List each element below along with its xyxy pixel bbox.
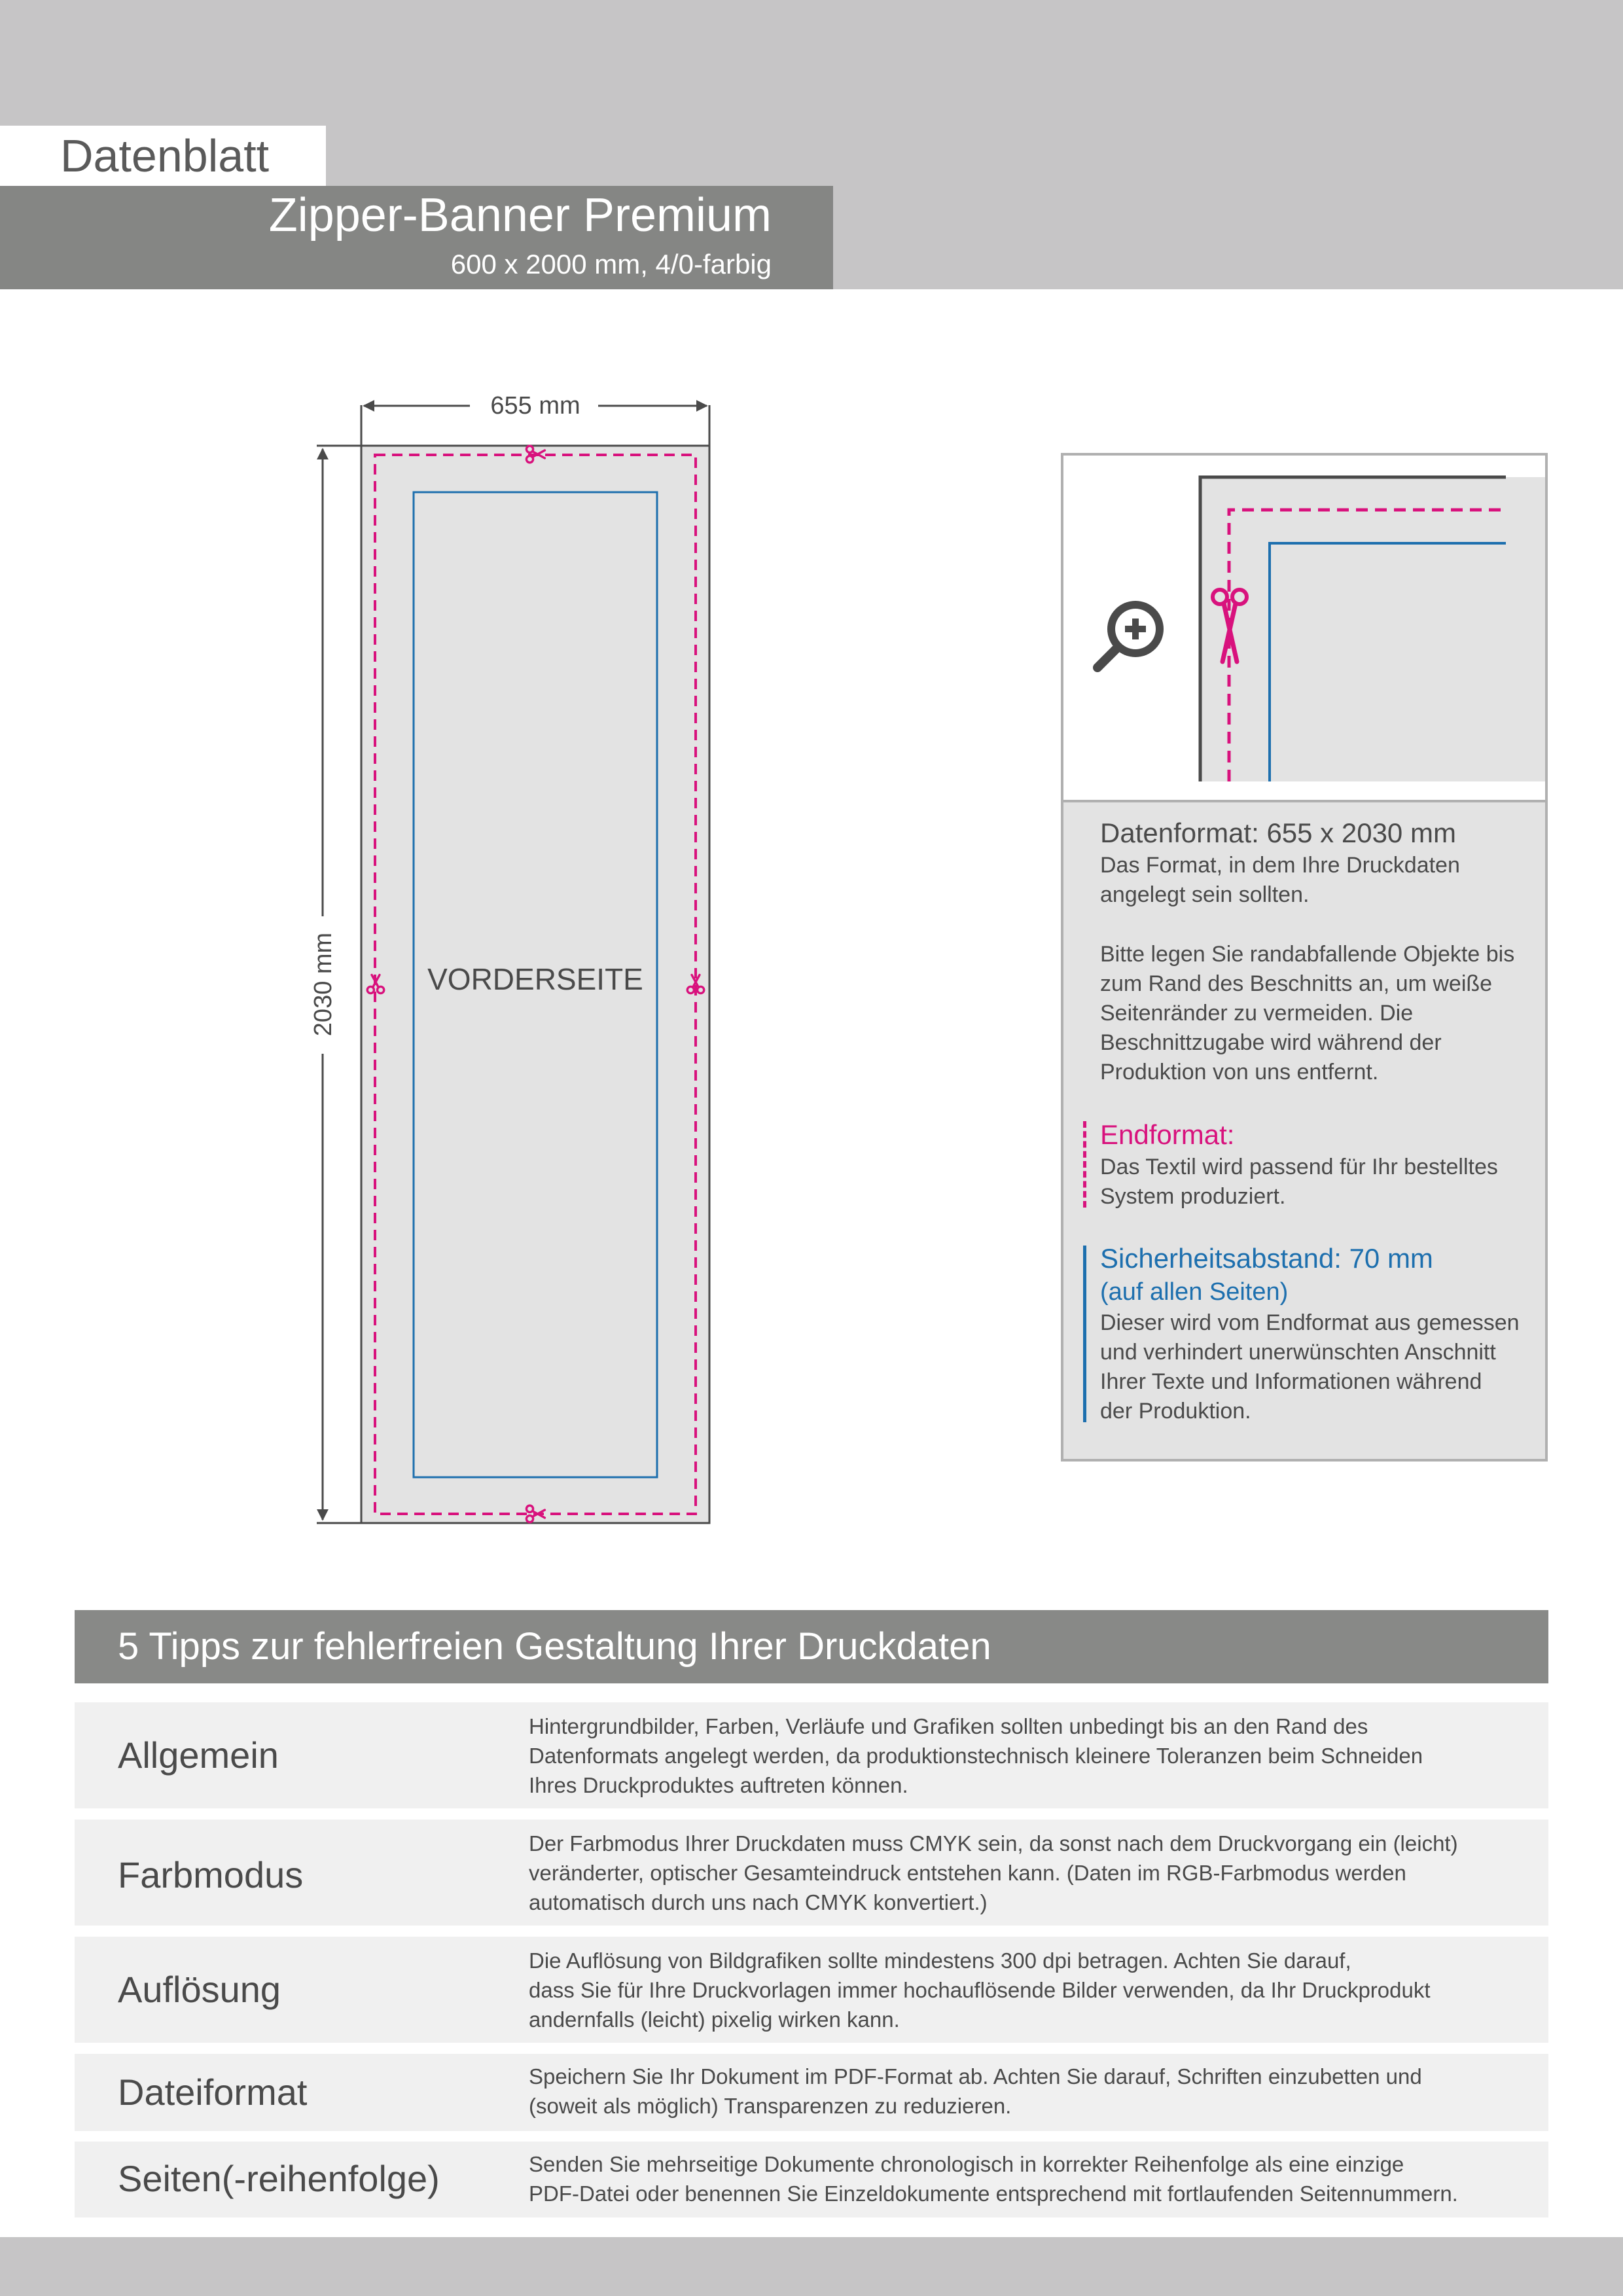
tip-line: Ihres Druckproduktes auftreten können. bbox=[529, 1773, 908, 1797]
tip-label: Allgemein bbox=[118, 1734, 279, 1776]
safety-margin-line: und verhindert unerwünschten Anschnitt bbox=[1100, 1340, 1496, 1365]
bleed-note-line: zum Rand des Beschnitts an, um weiße bbox=[1100, 971, 1493, 996]
bleed-note-line: Seitenränder zu vermeiden. Die bbox=[1100, 1001, 1414, 1026]
tip-row-farbmodus bbox=[75, 1820, 1548, 1926]
zoom-detail-view bbox=[1063, 456, 1545, 802]
end-format-line: System produziert. bbox=[1100, 1184, 1286, 1209]
tip-line: PDF-Datei oder benennen Sie Einzeldokumente entsprechend mit fortlaufenden Seitennummern. bbox=[529, 2181, 1458, 2206]
data-format-line: angelegt sein sollten. bbox=[1100, 882, 1310, 907]
tip-row-seitenreihenfolge bbox=[75, 2142, 1548, 2217]
bleed-note-line: Produktion von uns entfernt. bbox=[1100, 1060, 1379, 1085]
tip-line: dass Sie für Ihre Druckvorlagen immer hochauflösende Bilder verwenden, da Ihr Druckprodukt bbox=[529, 1978, 1431, 2002]
tip-line: Speichern Sie Ihr Dokument im PDF-Format ab. Achten Sie darauf, Schriften einzubetten und bbox=[529, 2064, 1422, 2089]
tip-label: Farbmodus bbox=[118, 1854, 304, 1895]
data-format-heading: Datenformat: 655 x 2030 mm bbox=[1100, 817, 1456, 848]
product-subtitle: 600 x 2000 mm, 4/0-farbig bbox=[450, 249, 772, 279]
tip-label: Seiten(-reihenfolge) bbox=[118, 2158, 440, 2199]
tip-line: automatisch durch uns nach CMYK konvertiert.) bbox=[529, 1890, 988, 1914]
tip-text bbox=[529, 2149, 1537, 2208]
footer-band bbox=[0, 2237, 1623, 2296]
tip-text bbox=[529, 1829, 1537, 1917]
safety-margin-block bbox=[1100, 1242, 1532, 1426]
tip-line: Der Farbmodus Ihrer Druckdaten muss CMYK sein, da sonst nach dem Druckvorgang ein (leicht) bbox=[529, 1831, 1458, 1856]
safety-margin-subheading: (auf allen Seiten) bbox=[1100, 1278, 1289, 1306]
safety-margin-heading: Sicherheitsabstand: 70 mm bbox=[1100, 1243, 1433, 1274]
height-label: 2030 mm bbox=[310, 932, 337, 1037]
bleed-note-line: Beschnittzugabe wird während der bbox=[1100, 1030, 1442, 1055]
tip-text bbox=[529, 1712, 1537, 1800]
tip-line: (soweit als möglich) Transparenzen zu reduzieren. bbox=[529, 2094, 1012, 2118]
tip-row-allgemein bbox=[75, 1702, 1548, 1808]
tip-text bbox=[529, 2062, 1537, 2121]
tip-line: Datenformats angelegt werden, da produktionstechnisch kleinere Toleranzen beim Schneiden bbox=[529, 1744, 1423, 1768]
format-info-panel bbox=[1061, 453, 1548, 1462]
width-label: 655 mm bbox=[490, 392, 580, 420]
end-format-line: Das Textil wird passend für Ihr bestelltes bbox=[1100, 1155, 1498, 1179]
tip-line: veränderter, optischer Gesamteindruck entstehen kann. (Daten im RGB-Farbmodus werden bbox=[529, 1861, 1406, 1885]
safety-margin-line: Dieser wird vom Endformat aus gemessen bbox=[1100, 1310, 1520, 1335]
tip-line: Senden Sie mehrseitige Dokumente chronologisch in korrekter Reihenfolge als eine einzige bbox=[529, 2152, 1404, 2176]
data-format-line: Das Format, in dem Ihre Druckdaten bbox=[1100, 853, 1460, 878]
tip-row-dateiformat bbox=[75, 2054, 1548, 2131]
banner-format-diagram bbox=[0, 0, 785, 1571]
corner-detail-graphic bbox=[1063, 456, 1545, 802]
bleed-note-line: Bitte legen Sie randabfallende Objekte bis bbox=[1100, 942, 1515, 967]
safety-margin-line: Ihrer Texte und Informationen während bbox=[1100, 1369, 1482, 1394]
end-format-heading: Endformat: bbox=[1100, 1119, 1235, 1150]
tips-heading: 5 Tipps zur fehlerfreien Gestaltung Ihrer Druckdaten bbox=[75, 1610, 1548, 1683]
zoom-in-icon bbox=[1097, 601, 1164, 668]
tip-line: Hintergrundbilder, Farben, Verläufe und Grafiken sollten unbedingt bis an den Rand des bbox=[529, 1714, 1368, 1738]
tip-text bbox=[529, 1946, 1537, 2034]
document-type-label: Datenblatt bbox=[0, 126, 326, 186]
front-side-label: VORDERSEITE bbox=[427, 962, 643, 996]
tip-row-aufloesung bbox=[75, 1937, 1548, 2043]
tip-line: Die Auflösung von Bildgrafiken sollte mindestens 300 dpi betragen. Achten Sie darauf, bbox=[529, 1948, 1351, 1973]
end-format-block bbox=[1100, 1117, 1532, 1211]
tip-label: Dateiformat bbox=[118, 2072, 308, 2113]
product-title: Zipper-Banner Premium bbox=[268, 189, 772, 242]
safety-margin-line: der Produktion. bbox=[1100, 1399, 1251, 1424]
tip-line: andernfalls (leicht) pixelig wirken kann. bbox=[529, 2007, 900, 2032]
format-info-text bbox=[1100, 816, 1532, 1426]
tip-label: Auflösung bbox=[118, 1969, 281, 2010]
detail-bleed-area bbox=[1200, 477, 1545, 781]
